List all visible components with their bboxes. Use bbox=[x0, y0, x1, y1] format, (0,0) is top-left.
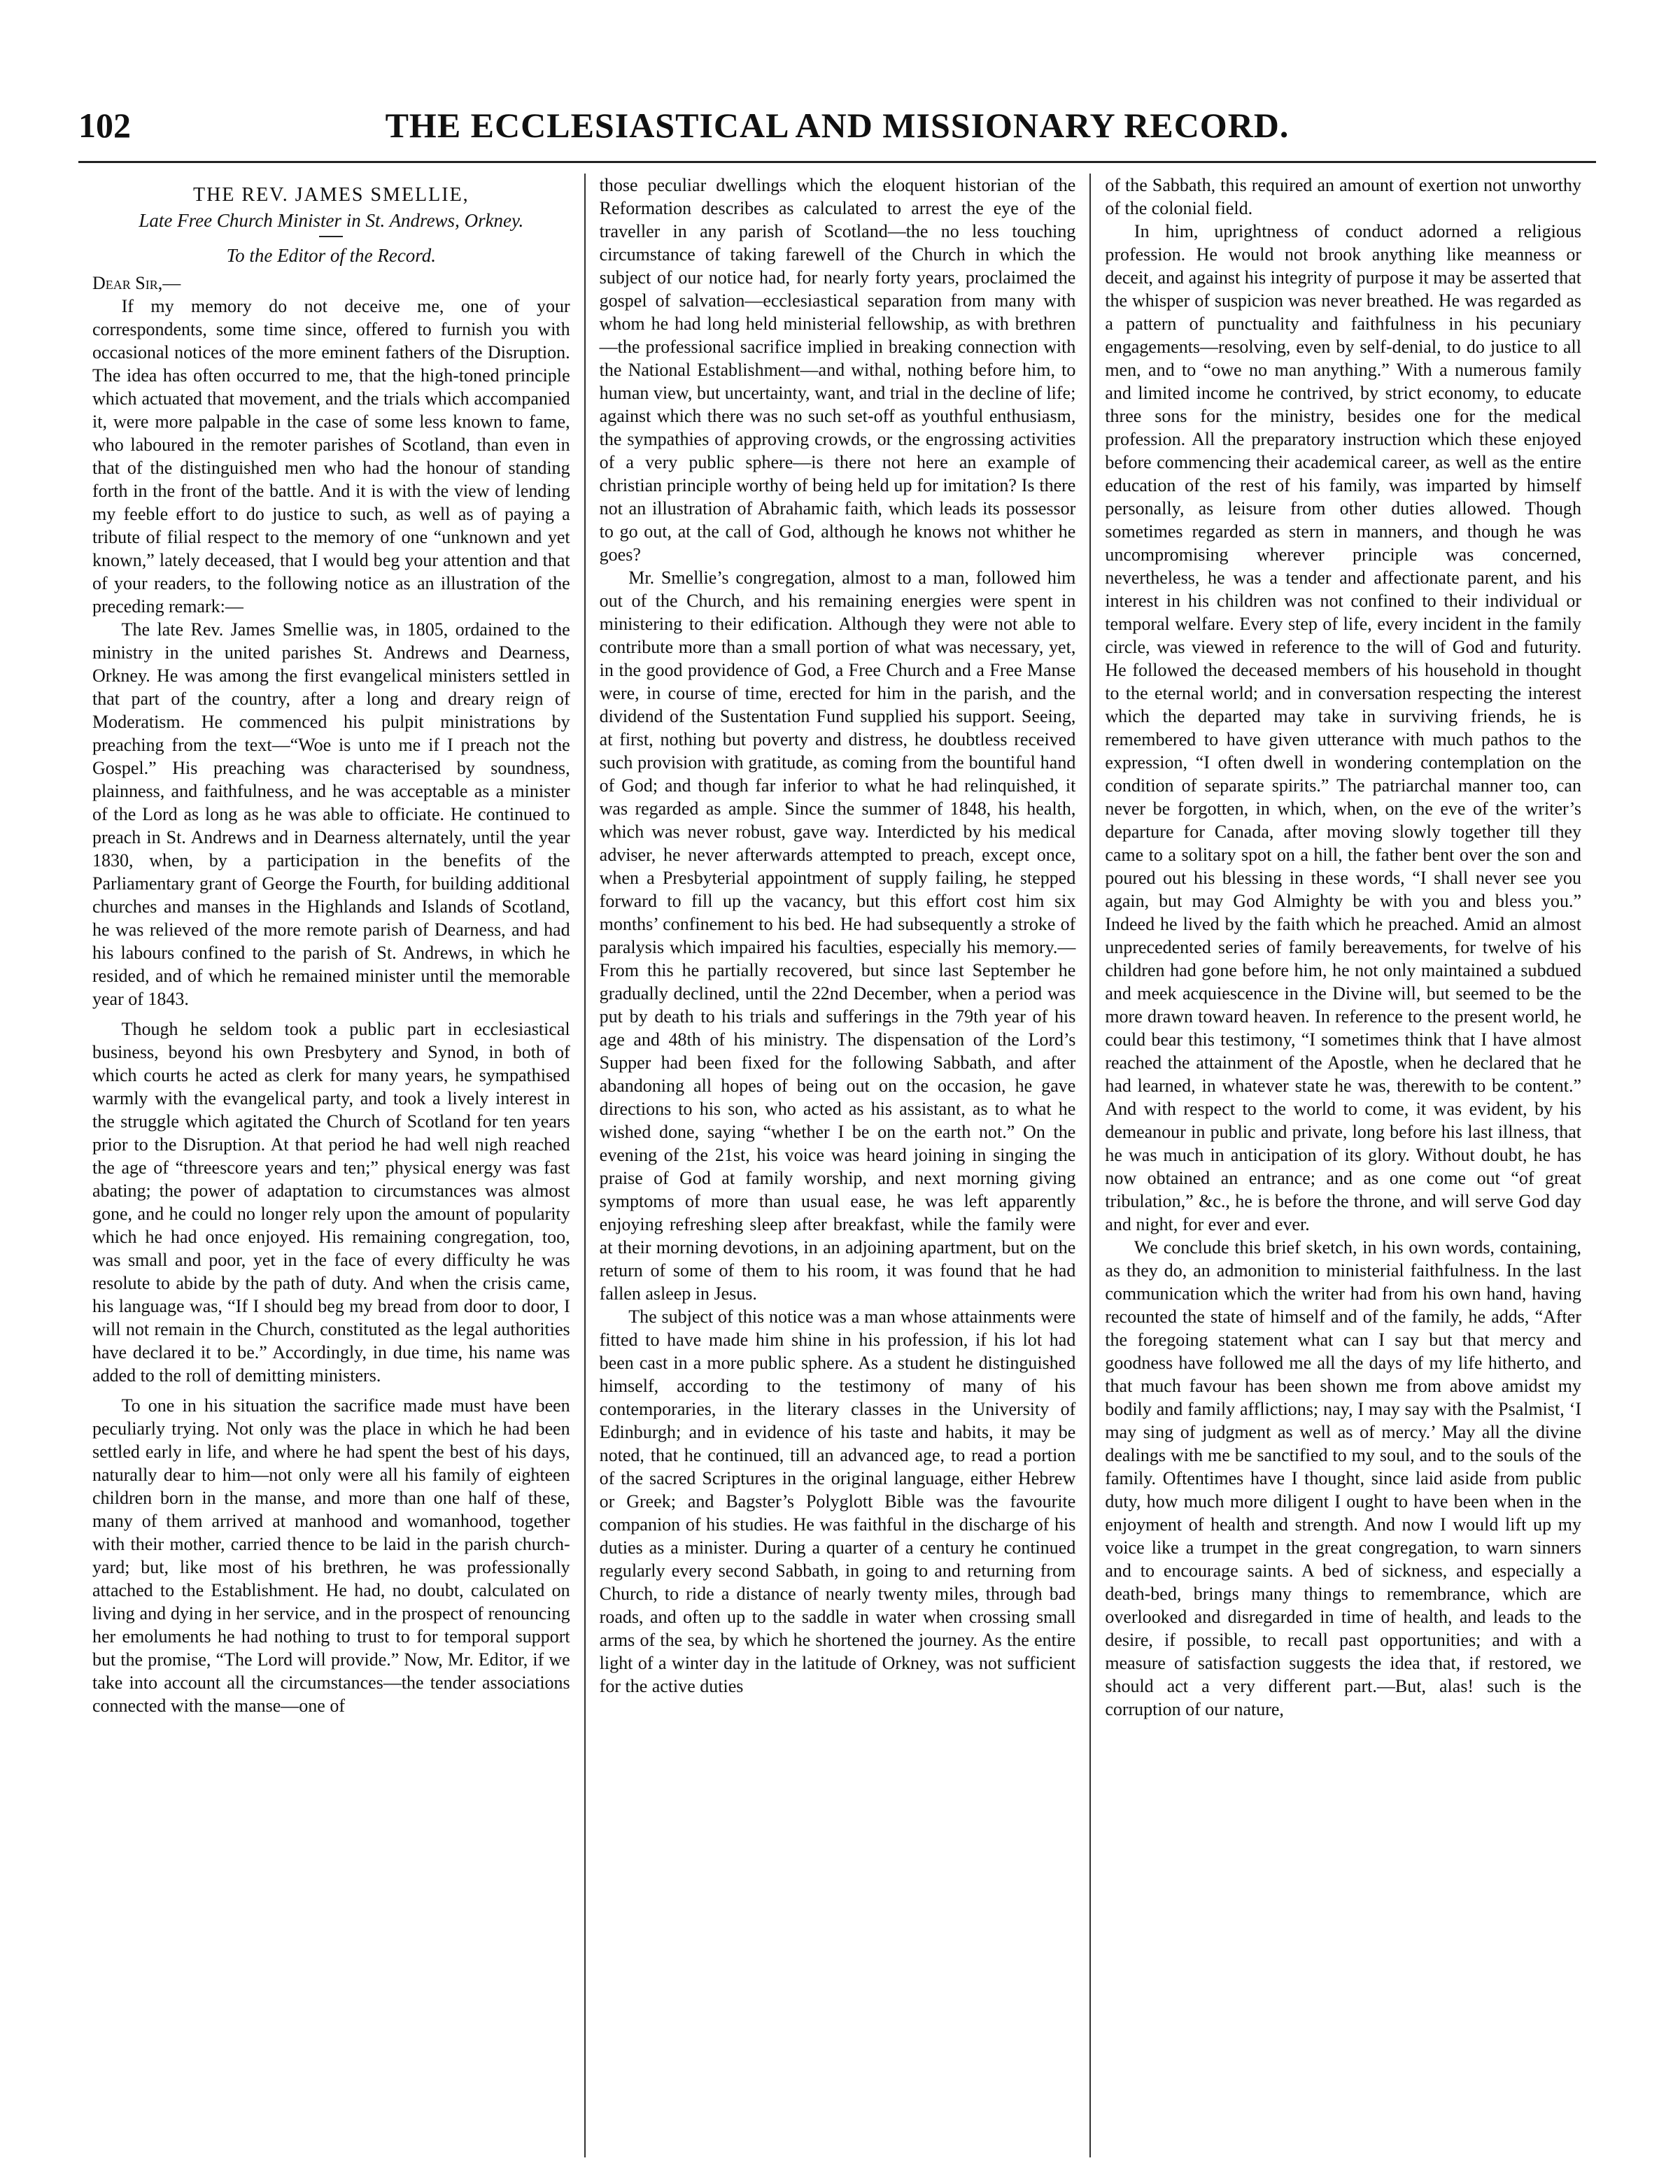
paragraph: Though he seldom took a public part in ecclesiastical business, beyond his own Presbytery and Synod, in both of which courts he acted as clerk for many years, he sympathised warmly with the evangelical party, and took a lively interest in the struggle which agitated the Church of Scotland for ten years prior to the Disruption. At that period he had well nigh reached the age of “threescore years and ten;” physical energy was fast abating; the power of adaptation to circumstances was almost gone, and he could no longer rely upon the amount of popularity which he had once enjoyed. His remaining congregation, too, was small and poor, yet in the face of every difficulty he was resolute to abide by the path of duty. And when the crisis came, his language was, “If I should beg my bread from door to door, I will not remain in the Church, constituted as the legal authorities have declared it to be.” Accordingly, in due time, his name was added to the roll of demitting ministers. bbox=[92, 1019, 570, 1386]
masthead bbox=[78, 105, 1596, 163]
paragraph: those peculiar dwellings which the eloquent historian of the Reformation describes as calculated to arrest the eye of the traveller in any parish of Scotland—the no less touching circumstance of taking farewell of the Church in which the subject of our notice had, for nearly forty years, proclaimed the gospel of salvation—ecclesiastical separation from many with whom he had long held ministerial fellowship, as with brethren—the professional sacrifice implied in breaking connection with the National Establishment—and withal, nothing before him, to human view, but uncertainty, want, and trial in the decline of life; against which there was no such set-off as youthful enthusiasm, the sympathies of approving crowds, or the engrossing activities of a very public sphere—is there not here an example of christian principle worthy of being held up for imitation? Is there not an illustration of Abrahamic faith, which leads its possessor to go out, at the call of God, although he knows not whither he goes? bbox=[599, 175, 1076, 565]
paragraph: To one in his situation the sacrifice made must have been peculiarly trying. Not only was the place in which he had been settled early in life, and where he had spent the best of his days, naturally dear to him—not only were all his family of eighteen children born in the manse, and more than one half of these, many of them arrived at manhood and womanhood, together with their mother, carried thence to be laid in the parish church-yard; but, like most of his brethren, he was professionally attached to the Establishment. He had, no doubt, calculated on living and dying in her service, and in the prospect of renouncing her emoluments he had nothing to trust to for temporal support but the promise, “The Lord will provide.” Now, Mr. Editor, if we take into account all the circumstances—the tender associations connected with the manse—one of bbox=[92, 1395, 570, 1716]
column-2 bbox=[584, 174, 1090, 2157]
title-rule bbox=[319, 236, 343, 237]
article-subtitle: Late Free Church Minister in St. Andrews, Orkney. bbox=[139, 210, 524, 231]
paragraph: The late Rev. James Smellie was, in 1805, ordained to the ministry in the united parishes St. Andrews and Dearness, Orkney. He was among the first evangelical ministers settled in that part of the country, after a long and dreary reign of Moderatism. He commenced his pulpit ministrations by preaching from the text—“Woe is unto me if I preach not the Gospel.” His preaching was characterised by soundness, plainness, and faithfulness, and he was acceptable as a minister of the Lord as long as he was able to officiate. He continued to preach in St. Andrews and in Dearness alternately, until the year 1830, when, by a participation in the benefits of the Parliamentary grant of George the Fourth, for building additional churches and manses in the Highlands and Islands of Scotland, he was relieved of the more remote parish of Dearness, and had his labours confined to the parish of St. Andrews, in which he resided, and of which he remained minister until the memorable year of 1843. bbox=[92, 619, 570, 1009]
article-title: THE REV. JAMES SMELLIE, bbox=[192, 184, 470, 206]
page-number: 102 bbox=[78, 106, 131, 145]
article-columns bbox=[78, 174, 1595, 2157]
journal-title: THE ECCLESIASTICAL AND MISSIONARY RECORD. bbox=[385, 106, 1290, 145]
column-1 bbox=[78, 174, 584, 2157]
paragraph: If my memory do not deceive me, one of your correspondents, some time since, offered to furnish you with occasional notices of the more eminent fathers of the Disruption. The idea has often occurred to me, that the high-toned principle which actuated that movement, and the trials which accompanied it, were more palpable in the case of some less known to fame, who laboured in the remoter parishes of Scotland, than even in that of the distinguished men who had the honour of standing forth in the front of the battle. And it is with the view of lending my feeble effort to do justice to such, as well as of paying a tribute of filial respect to the memory of one “unknown and yet known,” lately deceased, that I would beg your attention and that of your readers, to the following notice as an illustration of the preceding remark:— bbox=[92, 296, 570, 617]
to-editor-line: To the Editor of the Record. bbox=[226, 245, 437, 266]
paragraph: In him, uprightness of conduct adorned a religious profession. He would not brook anything like meanness or deceit, and against his integrity of purpose it may be asserted that the whisper of suspicion was never breathed. He was regarded as a pattern of punctuality and faithfulness in his pecuniary engagements—resolving, even by self-denial, to do justice to all men, and to “owe no man anything.” With a numerous family and limited income he contrived, by strict economy, to educate three sons for the ministry, besides one for the medical profession. All the preparatory instruction which these enjoyed before commencing their academical career, as well as the entire education of the rest of his family, was imparted by himself personally, as leisure from other duties allowed. Though sometimes regarded as stern in manners, and though he was uncompromising wherever principle was concerned, nevertheless, he was a tender and affectionate parent, and his interest in his children was not confined to their individual or temporal welfare. Every step of life, every incident in the family circle, was viewed in reference to the will of God and futurity. He followed the deceased members of his household in thought to the eternal world; and in conversation respecting the interest which the departed may take in surviving friends, he is remembered to have given utterance with much pathos to the expression, “I often dwell in wondering contemplation on the condition of separate spirits.” The patriarchal manner too, can never be forgotten, in which, when, on the eve of the writer’s departure for Canada, after moving slowly together till they came to a solitary spot on a hill, the father bent over the son and poured out his blessing in these words, “I shall never see you again, but may God Almighty be with you and bless you.” Indeed he lived by the faith which he preached. Amid an almost unprecedented series of family bereavements, for twelve of his children had gone before him, he not only maintained a subdued and meek acquiescence in the Divine will, but seemed to be the more drawn toward heaven. In reference to the present world, he could bear this testimony, “I sometimes think that I have almost reached the attainment of the Apostle, when he declared that he had learned, in whatever state he was, therewith to be content.” And with respect to the world to come, it was evident, by his demeanour in public and private, long before his last illness, that he was much in anticipation of its glory. Without doubt, he has now obtained an entrance; and as one come out “of great tribulation,” &c., he is before the throne, and will serve God day and night, for ever and ever. bbox=[1105, 221, 1581, 1234]
column-3 bbox=[1089, 174, 1595, 2157]
paragraph: Mr. Smellie’s congregation, almost to a man, followed him out of the Church, and his remaining energies were spent in ministering to their edification. Although they were not able to contribute more than a small portion of what was necessary, yet, in the good providence of God, a Free Church and a Free Manse were, in course of time, erected for him in the parish, and the dividend of the Sustentation Fund supplied his support. Seeing, at first, nothing but poverty and distress, he doubtless received such provision with gratitude, as coming from the bountiful hand of God; and though far inferior to what he had relinquished, it was regarded as ample. Since the summer of 1848, his health, which was never robust, gave way. Interdicted by his medical adviser, he never afterwards attempted to preach, except once, when a Presbyterial appointment of supply failing, he stepped forward to fill up the vacancy, but this effort cost him six months’ confinement to his bed. He had subsequently a stroke of paralysis which impaired his faculties, especially his memory.—From this he partially recovered, but since last September he gradually declined, until the 22nd December, when a period was put by death to his trials and sufferings in the 79th year of his age and 48th of his ministry. The dispensation of the Lord’s Supper had been fixed for the following Sabbath, and after abandoning all hopes of being out on the occasion, he gave directions to his son, who acted as his assistant, as to what he wished done, saying “whether I be on the earth not.” On the evening of the 21st, his voice was heard joining in singing the praise of God at family worship, and next morning giving symptoms of more than usual ease, he was left apparently enjoying refreshing sleep after breakfast, while the family were at their morning devotions, in an adjoining apartment, but on the return of some of them to his room, it was found that he had fallen asleep in Jesus. bbox=[599, 568, 1076, 1304]
salutation: Dear Sir,— bbox=[92, 273, 181, 293]
paragraph: The subject of this notice was a man whose attainments were fitted to have made him shine in his profession, if his lot had been cast in a more public sphere. As a student he distinguished himself, according to the testimony of many of his contemporaries, in the literary classes in the University of Edinburgh; and in evidence of his taste and habits, it may be noted, that he continued, till an advanced age, to read a portion of the sacred Scriptures in the original language, either Hebrew or Greek; and Bagster’s Polyglott Bible was the favourite companion of his studies. He was faithful in the discharge of his duties as a minister. During a quarter of a century he continued regularly every second Sabbath, in going to and returning from Church, to ride a distance of nearly twenty miles, through bad roads, and often up to the saddle in water when crossing small arms of the sea, by which he shortened the journey. As the entire light of a winter day in the latitude of Orkney, was not sufficient for the active duties bbox=[599, 1306, 1076, 1696]
paragraph: of the Sabbath, this required an amount of exertion not unworthy of the colonial field. bbox=[1105, 175, 1581, 218]
paragraph: We conclude this brief sketch, in his own words, containing, as they do, an admonition to ministerial faithfulness. In the last communication which the writer had from his own hand, having recounted the state of himself and of the family, he adds, “After the foregoing statement what can I say but that mercy and goodness have followed me all the days of my life hitherto, and that much favour has been shown me from above amidst my bodily and family afflictions; nay, I may say with the Psalmist, ‘I may sing of judgment as well as of mercy.’ May all the divine dealings with me be sanctified to my soul, and to the souls of the family. Oftentimes have I thought, since laid aside from public duty, how much more diligent I ought to have been when in the enjoyment of health and strength. And now I would lift up my voice like a trumpet in the great congregation, to warn sinners and to encourage saints. A bed of sickness, and especially a death-bed, brings many things to remembrance, which are overlooked and disregarded in time of health, and leads to the desire, if possible, to recall past opportunities; and with a measure of satisfaction suggests the idea that, if restored, we should act a very different part.—But, alas! such is the corruption of our nature, bbox=[1105, 1237, 1581, 1719]
